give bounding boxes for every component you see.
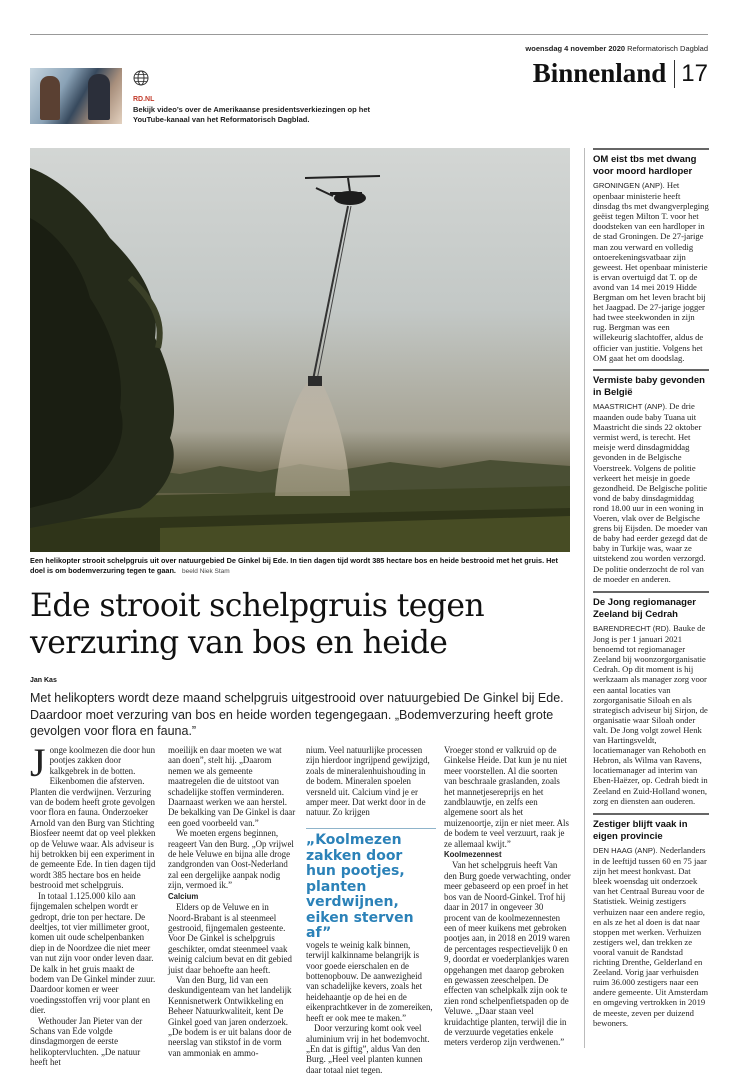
brief-title: Vermiste baby gevonden in België (593, 375, 705, 398)
body-paragraph: Elders op de Veluwe en in Noord-Brabant is al steenmeel gestrooid, fijngemalen gesteente. Voor De Ginkel is schelpgruis geschikter, omdat steenmeel vaak weinig calcium bevat en dit gebied juist daar behoefte aan heeft. (168, 902, 292, 975)
subheading-calcium: Calcium (168, 891, 199, 901)
article-lead: Met helikopters wordt deze maand schelpgruis uitgestrooid over natuurgebied De Ginkel bij Ede. Daardoor moet verzuring van bos en heide worden tegengegaan. „Bodemverzuring heeft grote gevolgen voor flora en fauna.” (30, 691, 564, 738)
brief-item (593, 369, 709, 584)
body-paragraph: Wethouder Jan Pieter van der Schans van Ede volgde dinsdagmorgen de eerste helikoptervluchten. „De natuur heeft het (30, 1015, 143, 1068)
brief-location: BARENDRECHT (RD). (593, 624, 671, 633)
photo-credit: beeld Niek Stam (182, 567, 230, 575)
brief-title: De Jong regiomanager Zeeland bij Cedrah (593, 597, 696, 620)
brief-body: BARENDRECHT (RD). Bauke de Jong is per 1 januari 2021 benoemd tot regiomanager Zeeland bij woonzorgorganisatie Cedrah. Op dit moment is hij werkzaam als manager zorg voor een aantal locaties van zorgorganisatie Siloah en als strategisch adviseur bij Sirjon, de organisatie waar Siloah onder valt. De Jong volgt zowel Henk van Hartingsveldt, locatiemanager van Rehoboth en Hebron, als Wilma van Ravens, locatiemanager ad interim van Eben-Haëzer, op. Cedrah biedt in Zeeland en Zuid-Holland wonen, zorg en diensten aan ouderen. (593, 623, 708, 806)
column-2 (168, 745, 296, 1058)
brief-title: Zestiger blijft vaak in eigen provincie (593, 819, 688, 842)
body-paragraph: vogels te weinig kalk binnen, terwijl kalkinname belangrijk is voor goede eierschalen en de bottenopbouw. De aanwezigheid van schadelijke kevers, zoals het heidehaantje op de hei en de eikenprachtkever in de zomereiken, heeft er ook mee te maken.” (306, 939, 433, 1023)
body-paragraph: Vroeger stond er valkruid op de Ginkelse Heide. Dat kun je nu niet meer voorstellen. Al die soorten van beschraale graslanden, zoals het mannetjesereprijs en het zandblauwtje, en zelfs een algemene soort als het muizenoortje, zijn er niet meer. Als de bodem te veel verzuurt, raak je ze allemaal kwijt.” (444, 745, 569, 849)
photo-caption (30, 556, 570, 576)
caption-text: Een helikopter strooit schelpgruis uit over natuurgebied De Ginkel bij Ede. In tien dagen tijd wordt 385 hectare bos en heide bestrooid met het gruis. Het doel is om bodemverzuring tegen te gaan. (30, 556, 558, 575)
dateline (525, 44, 708, 53)
brief-item (593, 813, 709, 1028)
brief-location: DEN HAAG (ANP). (593, 846, 658, 855)
body-paragraph: Door verzuring komt ook veel aluminium vrij in het bodemvocht. „En dat is giftig”, aldus Van den Burg. „Heel veel planten kunnen daar totaal niet tegen. (306, 1023, 430, 1075)
promo-thumbnail[interactable] (30, 68, 122, 124)
brief-body: GRONINGEN (ANP). Het openbaar ministerie heeft dinsdag tbs met dwangverpleging geëist tegen Milton T. voor het doodsteken van een hardloper in de stad Groningen. De 27-jarige man zou verward en volledig ontoerekeningsvatbaar zijn geweest. Het openbaar ministerie is ervan overtuigd dat T. op de avond van 14 mei 2019 Hidde Bergman om het leven bracht bij het Jaagpad. De 27-jarige jogger had twee steekwonden in zijn rug. Bergman was een willekeurig slachtoffer, aldus de officier van justitie. Volgens het OM gaat het om doodslag. (593, 180, 709, 363)
brief-location: MAASTRICHT (ANP). (593, 402, 668, 411)
brief-body: DEN HAAG (ANP). Nederlanders in de leeftijd tussen 60 en 75 jaar zijn het meest honkvast. Dat bleek woensdag uit onderzoek van het Centraal Bureau voor de Statistiek. Weinig zestigers verhuizen naar een andere regio, en als ze het al doen is dat naar stoppen met werken. Verhuizen zestigers wel, dan trekken ze vooral vanuit de Randstad richting Drenthe, Gelderland en Zeeland. Vorig jaar verhuisden ruim 36.000 zestigers naar een andere gemeente. Uit Amsterdam en omgeving vertrokken in 2019 de meeste, zeven per duizend bewoners. (593, 845, 709, 1028)
body-paragraph: Van den Burg, lid van een deskundigenteam van het landelijk Kennisnetwerk Ontwikkeling en Beheer Natuurkwaliteit, kent De Ginkel goed van jaren onderzoek. „De bodem is er uit balans door de neerslag van stikstof in de vorm van ammoniak en ammo- (168, 974, 292, 1058)
body-paragraph: moeilijk en daar moeten we wat aan doen”, stelt hij. „Daarom nemen we als gemeente maatregelen die de uitstoot van schadelijke stoffen verminderen. Daarnaast werken we aan herstel. De bekalking van De Ginkel is daar een goed voorbeeld van.” (168, 745, 296, 828)
brief-title: OM eist tbs met dwang voor moord hardloper (593, 154, 697, 177)
brief-item (593, 148, 709, 363)
article-body (30, 740, 571, 1075)
news-briefs-sidebar (584, 148, 708, 1048)
brief-body: MAASTRICHT (ANP). De drie maanden oude baby Tuana uit Maastricht die sinds 22 oktober vermist werd, is terecht. Het meisje werd dinsdagmiddag gevonden in de Belgische Voerstreek. Volgens de politie verkeert het meisje in goede gezondheid. De Belgische politie vond de baby dinsdagmiddag rond 18.00 uur in een woning in Voeren, vlak over de Belgische grens bij Eijsden. De moeder van de baby had eerder gezegd dat de baby in Turkije was, waar ze uitstekend zou worden verzorgd. De politie onderzocht de rol van de moeder en anderen. (593, 401, 708, 584)
promo-text: Bekijk video’s over de Amerikaanse presidentsverkiezingen op het YouTube-kanaal van het Reformatorisch Dagblad. (133, 105, 371, 124)
drop-cap: J (30, 740, 46, 785)
column-1 (30, 740, 158, 1068)
page-number: 17 (674, 60, 708, 88)
video-promo[interactable] (30, 68, 390, 126)
subheading-koolmezennest: Koolmezennest (444, 850, 502, 860)
top-rule (30, 34, 708, 35)
body-paragraph: onge koolmezen die door hun pootjes zakken door kalkgebrek in de botten. Eikenbomen die afsterven. Planten die verdwijnen. Verzuring van de bodem heeft grote gevolgen voor flora en fauna. Onderzoeker Arnold van den Burg van Stichting Biosfeer neemt dat op veel plekken op de Veluwe waar. Als adviseur is hij betrokken bij een experiment in de gemeente Ede. In tien dagen tijd wordt 385 hectare bos en heide bestrooid met schelpgruis. (30, 745, 156, 891)
pull-quote: „Koolmezen zakken door hun pootjes, planten verdwijnen, eiken sterven af” (306, 828, 436, 942)
promo-source[interactable]: RD.NL (133, 96, 155, 103)
section-title: Binnenland (532, 58, 667, 88)
body-paragraph: In totaal 1.125.000 kilo aan fijngemalen schelpen wordt er gedropt, drie ton per hectare. De deeltjes, tot vier millimeter groot, komen uit oude schelpenbanken diep in de Noordzee die niet meer van nut zijn voor onder leven daar. De kalk in het gruis maakt de bodem van De Ginkel minder zuur. Daardoor komen er weer voedingsstoffen vrij voor plant en dier. (30, 890, 156, 1016)
article-headline: Ede strooit schelpgruis tegen verzuring van bos en heide (30, 588, 485, 661)
helicopter-photo (30, 148, 570, 552)
body-paragraph: Van het schelpgruis heeft Van den Burg goede verwachting, onder meer gebaseerd op een proef in het bos van de Noord-Ginkel. Trof hij daar in 2017 in ongeveer 30 procent van de koolmezennesten een of meer kuikens met gebroken pootjes aan, in 2018 en 2019 waren de percentages respectievelijk 0 en 9, doordat er voederplankjes waren opgehangen met daarop gebroken en gewassen zeeschelpen. De effecten van schelpkalk zijn ook te zien rond schelpenfietspaden op de Veluwe. „Daar staan veel kruidachtige planten, terwijl die in de verzuurde vegetaties enkele meters verderop zijn verdwenen.” (444, 860, 571, 1048)
byline: Jan Kas (30, 677, 57, 684)
column-4 (444, 745, 572, 1048)
body-paragraph: We moeten ergens beginnen, reageert Van den Burg. „Op vrijwel de hele Veluwe en bijna alle droge zandgronden van Oost-Nederland zal een dergelijke aanpak nodig zijn, vermoed ik.” (168, 828, 294, 891)
paper-name: Reformatorisch Dagblad (627, 44, 708, 53)
brief-item (593, 591, 709, 806)
section-header (533, 58, 708, 89)
globe-icon (133, 70, 149, 86)
brief-location: GRONINGEN (ANP). (593, 181, 665, 190)
body-paragraph: nium. Veel natuurlijke processen zijn hierdoor ingrijpend gewijzigd, zoals de mineralenhuishouding in de bodem. Mineralen spoelen versneld uit. Calcium vind je er amper meer. Dat werkt door in de natuur. Zo krijgen (306, 745, 430, 818)
issue-date: woensdag 4 november 2020 (525, 44, 626, 53)
